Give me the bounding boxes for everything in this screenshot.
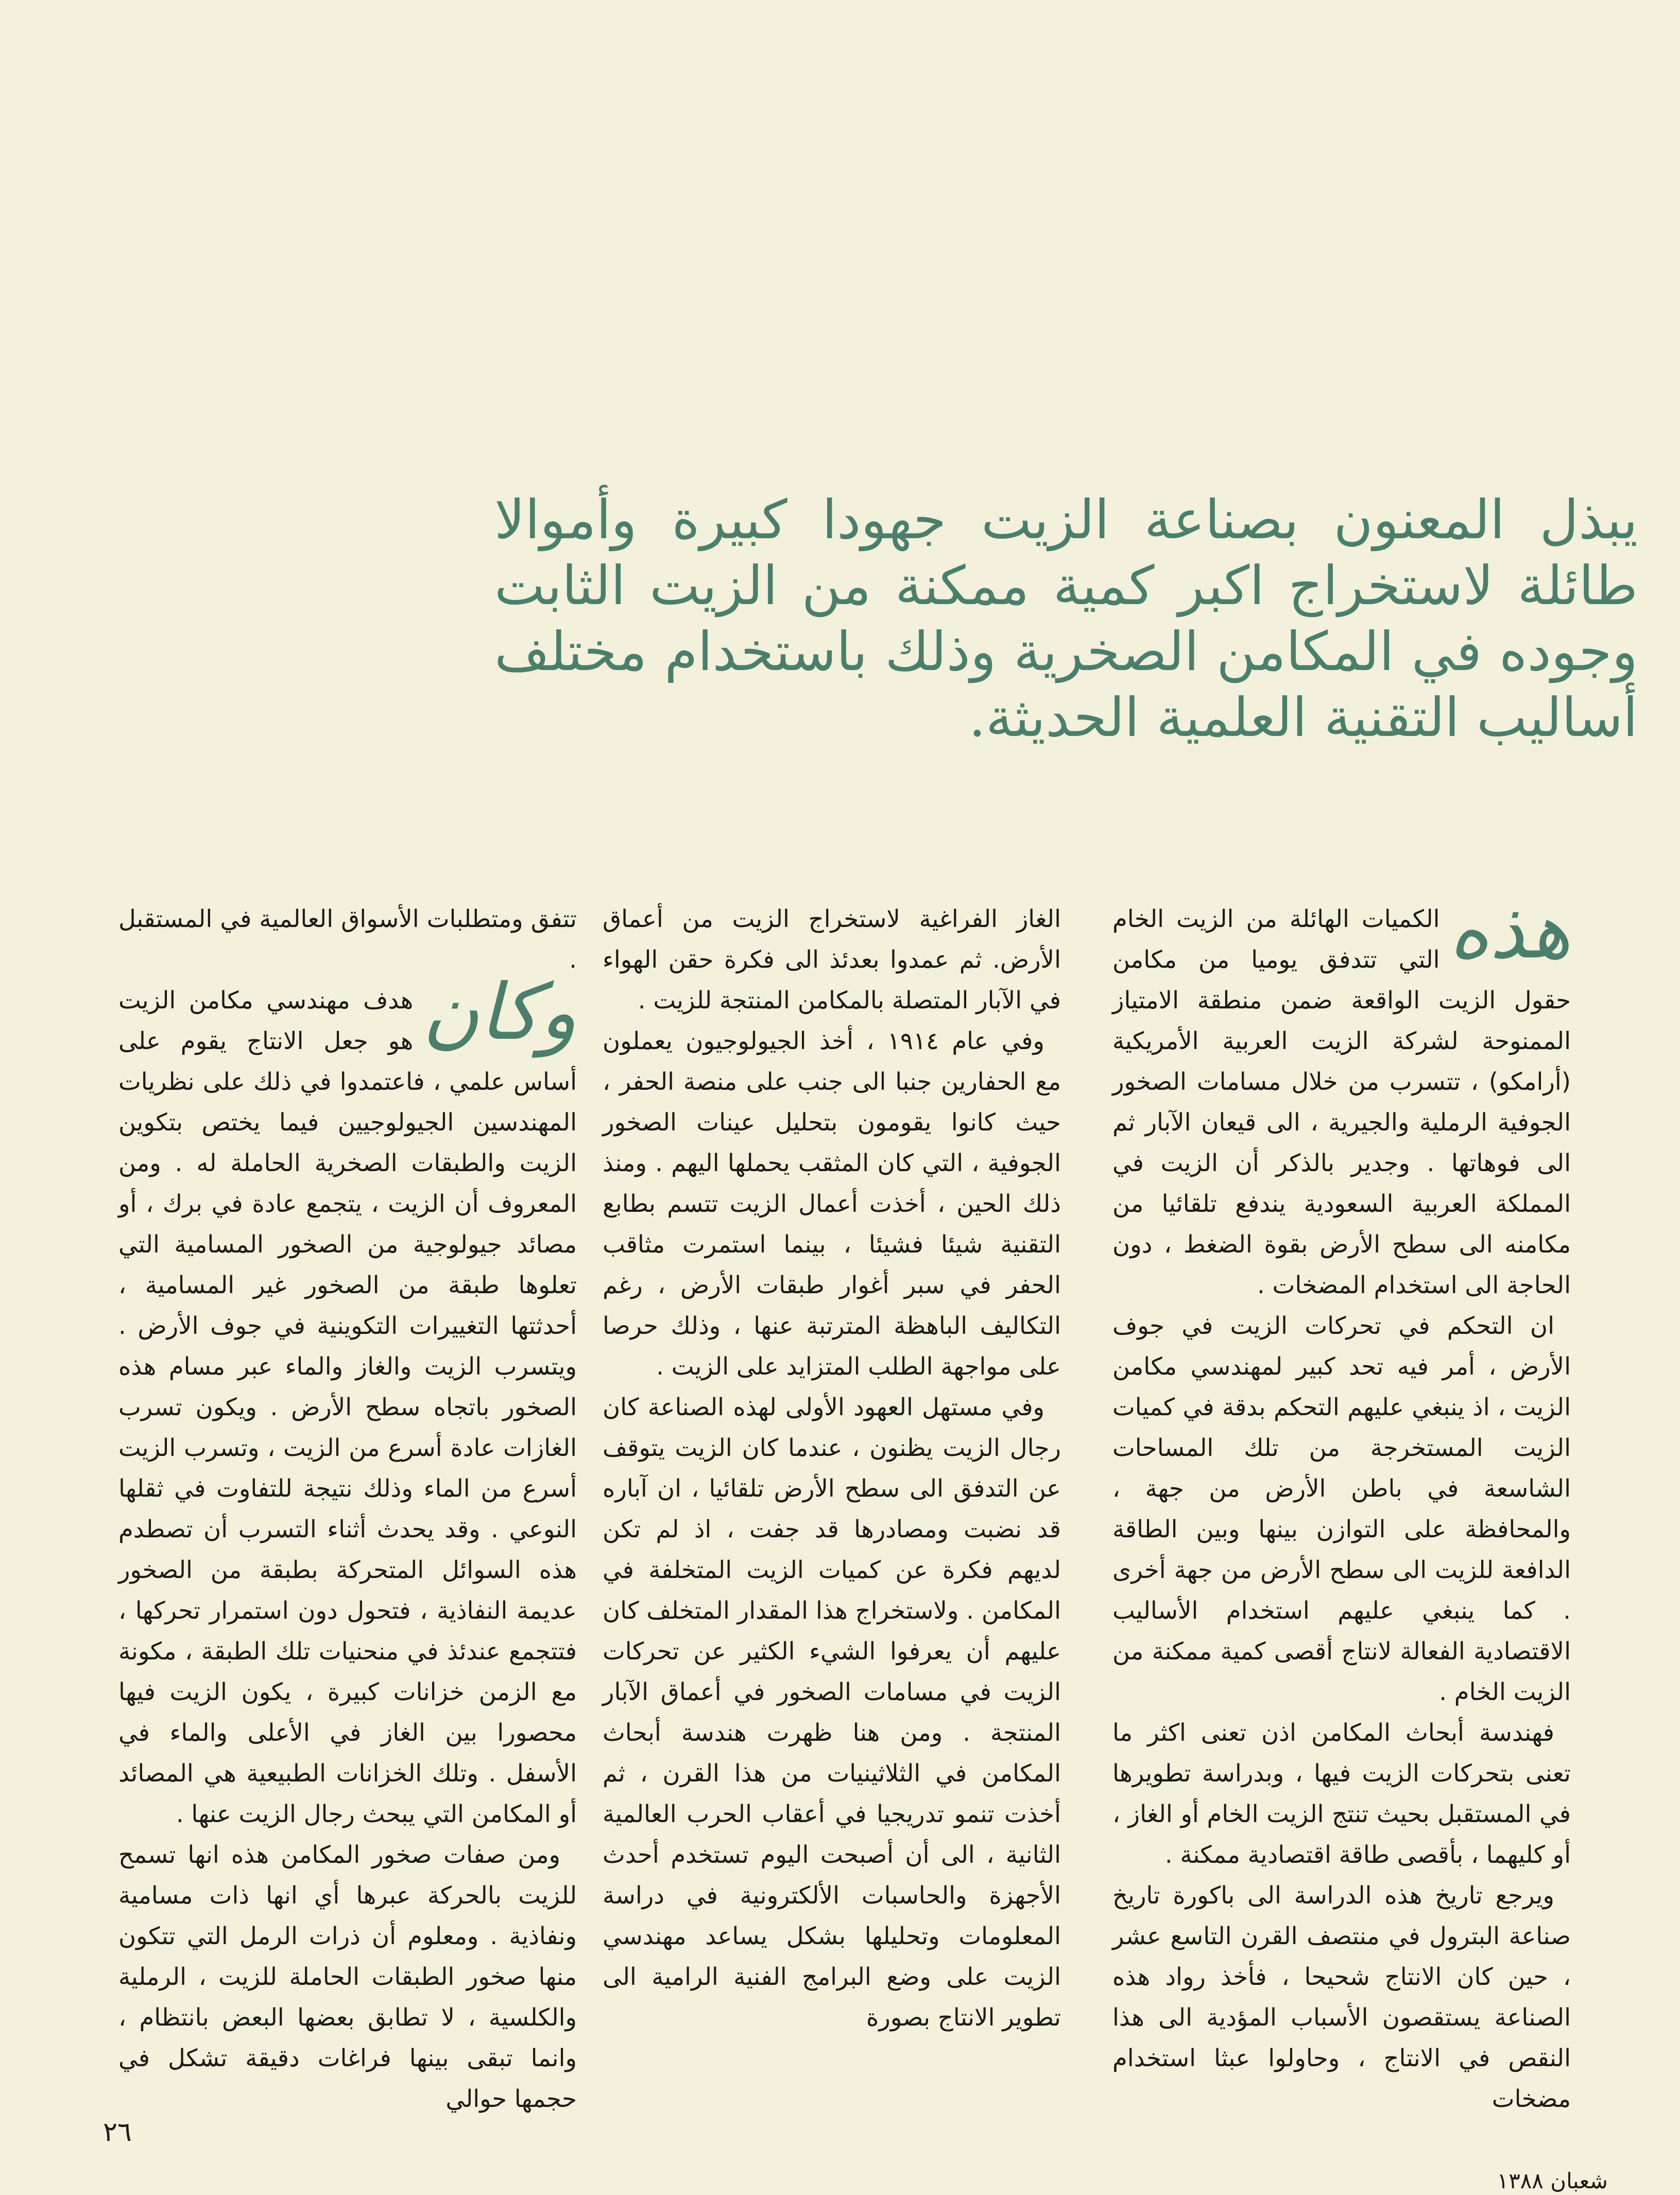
column-right [1112, 886, 1571, 2113]
paragraph: وفي عام ١٩١٤ ، أخذ الجيولوجيون يعملون مع الحفارين جنبا الى جنب على منصة الحفر ، حيث كانوا يقومون بتحليل عينات الصخور الجوفية ، التي كان المثقب يحملها اليهم . ومنذ ذلك الحين ، أخذت أعمال الزيت تتسم بطابع التقنية شيئا فشيئا ، بينما استمرت مثاقب الحفر في سبر أغوار طبقات الأرض ، رغم التكاليف الباهظة المترتبة عنها ، وذلك حرصا على مواجهة الطلب المتزايد على الزيت . [603, 1027, 1061, 1380]
paragraph: الكميات الهائلة من الزيت الخام التي تتدفق يوميا من مكامن حقول الزيت الواقعة ضمن منطقة الامتياز الممنوحة لشركة الزيت العربية الأمريكية (أرامكو) ، تتسرب من خلال مسامات الصخور الجوفية الرملية والجيرية ، الى قيعان الآبار ثم الى فوهاتها . وجدير بالذكر أن الزيت في المملكة العربية السعودية يندفع تلقائيا من مكامنه الى سطح الأرض بقوة الضغط ، دون الحاجة الى استخدام المضخات . [1112, 905, 1571, 1299]
paragraph: ويرجع تاريخ هذه الدراسة الى باكورة تاريخ صناعة البترول في منتصف القرن التاسع عشر ، حين كان الانتاج شحيحا ، فأخذ رواد هذه الصناعة يستقصون الأسباب المؤدية الى هذا النقص في الانتاج ، وحاولوا عبثا استخدام مضخات [1112, 1881, 1571, 2113]
paragraph-lead: تتفق ومتطلبات الأسواق العالمية في المستقبل . [118, 905, 577, 973]
intro-text: يبذل المعنون بصناعة الزيت جهودا كبيرة وأموالا طائلة لاستخراج اكبر كمية ممكنة من الزيت الثابت وجوده في المكامن الصخرية وذلك باستخدام مختلف أساليب التقنية العلمية الحديثة. [494, 488, 1638, 749]
paragraph: ان التحكم في تحركات الزيت في جوف الأرض ، أمر فيه تحد كبير لمهندسي مكامن الزيت ، اذ ينبغي عليهم التحكم بدقة في كميات الزيت المستخرجة من تلك المساحات الشاسعة في باطن الأرض من جهة ، والمحافظة على التوازن بينها وبين الطاقة الدافعة للزيت الى سطح الأرض من جهة أخرى . كما ينبغي عليهم استخدام الأساليب الاقتصادية الفعالة لانتاج أقصى كمية ممكنة من الزيت الخام . [1112, 1312, 1571, 1706]
page-number: ٢٦ [103, 2117, 132, 2148]
column-middle [603, 899, 1061, 2078]
paragraph: ومن صفات صخور المكامن هذه انها تسمح للزيت بالحركة عبرها أي انها ذات مسامية ونفاذية . ومعلوم أن ذرات الرمل التي تتكون منها صخور الطبقات الحاملة للزيت ، الرملية والكلسية ، لا تطابق بعضها البعض بانتظام ، وانما تبقى بينها فراغات دقيقة تشكل في حجمها حوالي [118, 1841, 577, 2113]
paragraph: هدف مهندسي مكامن الزيت هو جعل الانتاج يقوم على أساس علمي ، فاعتمدوا في ذلك على نظريات المهندسين الجيولوجيين فيما يختص بتكوين الزيت والطبقات الصخرية الحاملة له . ومن المعروف أن الزيت ، يتجمع عادة في برك ، أو مصائد جيولوجية من الصخور المسامية التي تعلوها طبقة من الصخور غير المسامية ، أحدثتها التغييرات التكوينية في جوف الأرض . ويتسرب الزيت والغاز والماء عبر مسام هذه الصخور باتجاه سطح الأرض . ويكون تسرب الغازات عادة أسرع من الزيت ، وتسرب الزيت أسرع من الماء وذلك نتيجة للتفاوت في ثقلها النوعي . وقد يحدث أثناء التسرب أن تصطدم هذه السوائل المتحركة بطبقة من الصخور عديمة النفاذية ، فتحول دون استمرار تحركها ، فتتجمع عندئذ في منحنيات تلك الطبقة ، مكونة مع الزمن خزانات كبيرة ، يكون الزيت فيها محصورا بين الغاز في الأعلى والماء في الأسفل . وتلك الخزانات الطبيعية هي المصائد أو المكامن التي يبحث رجال الزيت عنها . [118, 986, 577, 1828]
issue-date: شعبان ١٣٨٨ [1497, 2168, 1608, 2193]
paragraph: الغاز الفراغية لاستخراج الزيت من أعماق الأرض. ثم عمدوا بعدئذ الى فكرة حقن الهواء في الآبار المتصلة بالمكامن المنتجة للزيت . [603, 905, 1061, 1014]
column-left [118, 899, 577, 2113]
paragraph: وفي مستهل العهود الأولى لهذه الصناعة كان رجال الزيت يظنون ، عندما كان الزيت يتوقف عن التدفق الى سطح الأرض تلقائيا ، ان آباره قد نضبت ومصادرها قد جفت ، اذ لم تكن لديهم فكرة عن كميات الزيت المتخلفة في المكامن . ولاستخراج هذا المقدار المتخلف كان عليهم أن يعرفوا الشيء الكثير عن تحركات الزيت في مسامات الصخور في أعماق الآبار المنتجة . ومن هنا ظهرت هندسة أبحاث المكامن في الثلاثينيات من هذا القرن ، ثم أخذت تنمو تدريجيا في أعقاب الحرب العالمية الثانية ، الى أن أصبحت اليوم تستخدم أحدث الأجهزة والحاسبات الألكترونية في دراسة المعلومات وتحليلها بشكل يساعد مهندسي الزيت على وضع البرامج الفنية الرامية الى تطوير الانتاج بصورة [603, 1393, 1061, 2031]
dropcap-left: وكان [422, 968, 577, 1057]
dropcap-right: هذه [1449, 886, 1571, 976]
paragraph: فهندسة أبحاث المكامن اذن تعنى اكثر ما تعنى بتحركات الزيت فيها ، وبدراسة تطويرها في المستقبل بحيث تنتج الزيت الخام أو الغاز ، أو كليهما ، بأقصى طاقة اقتصادية ممكنة . [1112, 1719, 1571, 1868]
